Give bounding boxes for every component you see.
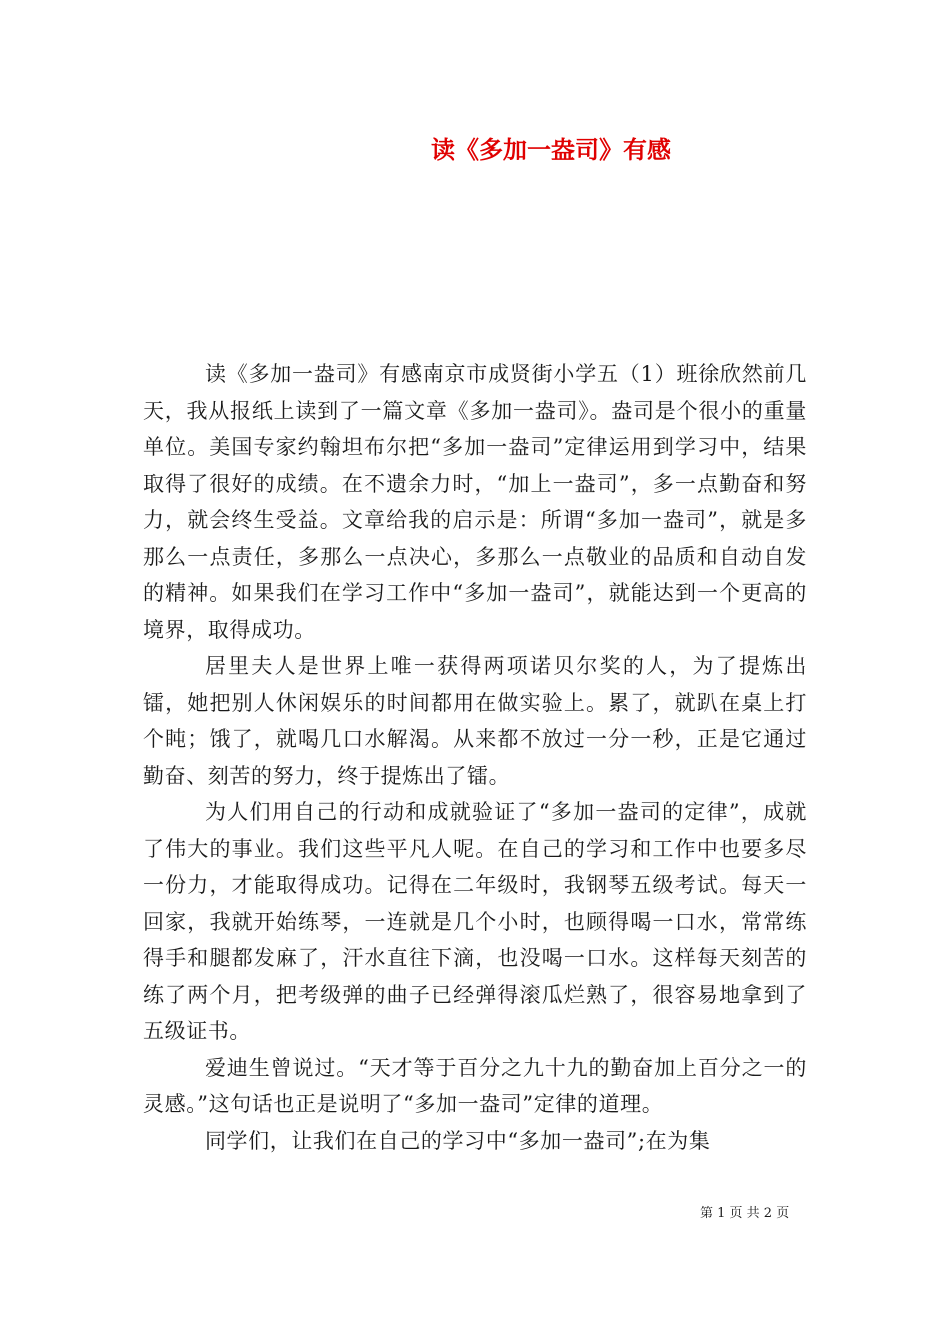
paragraph-5: 同学们，让我们在自己的学习中“多加一盎司”;在为集 (204, 1128, 711, 1153)
paragraph-4: 爱迪生曾说过。“天才等于百分之九十九的勤奋加上百分之一的灵感。”这句话也正是说明了“多加一盎司”定律的道理。 (143, 1055, 807, 1116)
paragraph-2: 居里夫人是世界上唯一获得两项诺贝尔奖的人，为了提炼出镭，她把别人休闲娱乐的时间都用在做实验上。累了，就趴在桌上打个盹；饿了，就喝几口水解渴。从来都不放过一分一秒，正是它通过勤奋、刻苦的努力，终于提炼出了镭。 (143, 654, 807, 788)
article-body (143, 356, 807, 1159)
page-title: 读《多加一盎司》有感 (431, 135, 671, 164)
paragraph-3: 为人们用自己的行动和成就验证了“多加一盎司的定律”，成就了伟大的事业。我们这些平凡人呢。在自己的学习和工作中也要多尽一份力，才能取得成功。记得在二年级时，我钢琴五级考试。每天一回家，我就开始练琴，一连就是几个小时，也顾得喝一口水，常常练得手和腿都发麻了，汗水直往下滴，也没喝一口水。这样每天刻苦的练了两个月，把考级弹的曲子已经弹得滚瓜烂熟了，很容易地拿到了五级证书。 (143, 800, 807, 1043)
paragraph-1: 读《多加一盎司》有感南京市成贤街小学五（1）班徐欣然前几天，我从报纸上读到了一篇文章《多加一盎司》。盎司是个很小的重量单位。美国专家约翰坦布尔把“多加一盎司”定律运用到学习中，结果取得了很好的成绩。在不遗余力时，“加上一盎司”，多一点勤奋和努力，就会终生受益。文章给我的启示是：所谓“多加一盎司”，就是多那么一点责任，多那么一点决心，多那么一点敬业的品质和自动自发的精神。如果我们在学习工作中“多加一盎司”，就能达到一个更高的境界，取得成功。 (143, 362, 807, 642)
page-number-footer: 第 1 页 共 2 页 (700, 1206, 790, 1221)
